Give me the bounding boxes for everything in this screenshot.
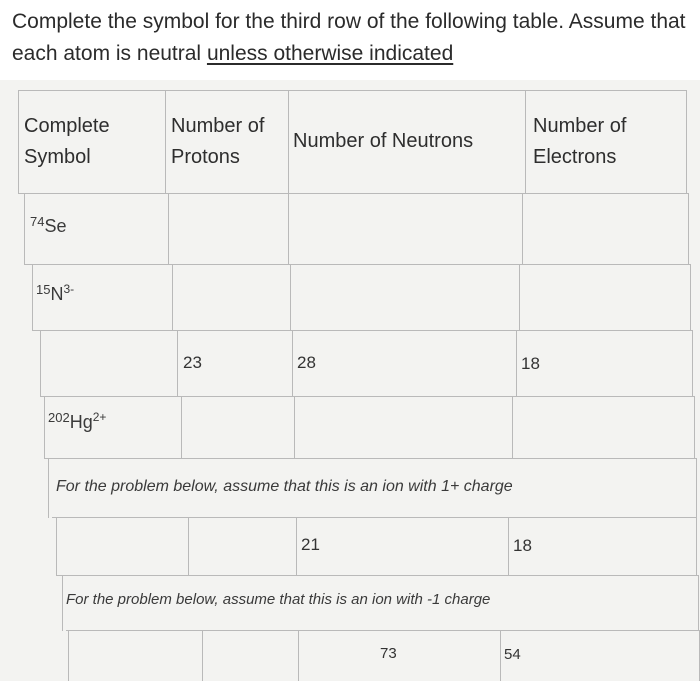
header-protons-line1: Number of xyxy=(171,115,265,137)
symbol-n-15 xyxy=(36,282,74,305)
header-complete-symbol xyxy=(24,111,110,173)
question-line-1: Complete the symbol for the third row of the following table. Assume that xyxy=(12,10,686,33)
row3-protons: 23 xyxy=(183,353,202,372)
question-header xyxy=(0,0,700,80)
instruction-note-1: For the problem below, assume that this is an ion with 1+ charge xyxy=(56,478,513,495)
header-electrons xyxy=(533,111,626,173)
header-neutrons: Number of Neutrons xyxy=(293,130,474,152)
mass-number: 15 xyxy=(36,282,51,297)
row5-electrons: 18 xyxy=(513,536,532,555)
header-electrons-line1: Number of xyxy=(533,115,627,137)
row3-electrons: 18 xyxy=(521,354,540,373)
header-electrons-line2: Electrons xyxy=(533,146,617,168)
header-protons-line2: Protons xyxy=(171,146,240,168)
element-symbol: N xyxy=(50,284,64,304)
row5-neutrons: 21 xyxy=(301,535,320,554)
header-complete-symbol-line2: Symbol xyxy=(24,146,91,168)
question-line-2-text: each atom is neutral xyxy=(12,42,207,65)
row6-neutrons: 73 xyxy=(380,645,397,662)
header-protons xyxy=(171,111,264,173)
question-underlined-text: unless otherwise indicated xyxy=(206,42,454,65)
element-symbol: Se xyxy=(44,216,67,236)
mass-number: 202 xyxy=(48,410,70,425)
row3-neutrons: 28 xyxy=(297,353,316,372)
symbol-se-74 xyxy=(30,214,67,237)
ion-charge: 3- xyxy=(63,282,75,296)
row6-electrons: 54 xyxy=(504,646,521,663)
symbol-hg-202 xyxy=(48,410,106,433)
element-symbol: Hg xyxy=(69,412,93,432)
question-line-2 xyxy=(12,38,700,70)
instruction-note-2: For the problem below, assume that this is an ion with -1 charge xyxy=(66,591,491,608)
mass-number: 74 xyxy=(30,214,45,229)
header-complete-symbol-line1: Complete xyxy=(24,115,110,137)
ion-charge: 2+ xyxy=(92,410,107,424)
